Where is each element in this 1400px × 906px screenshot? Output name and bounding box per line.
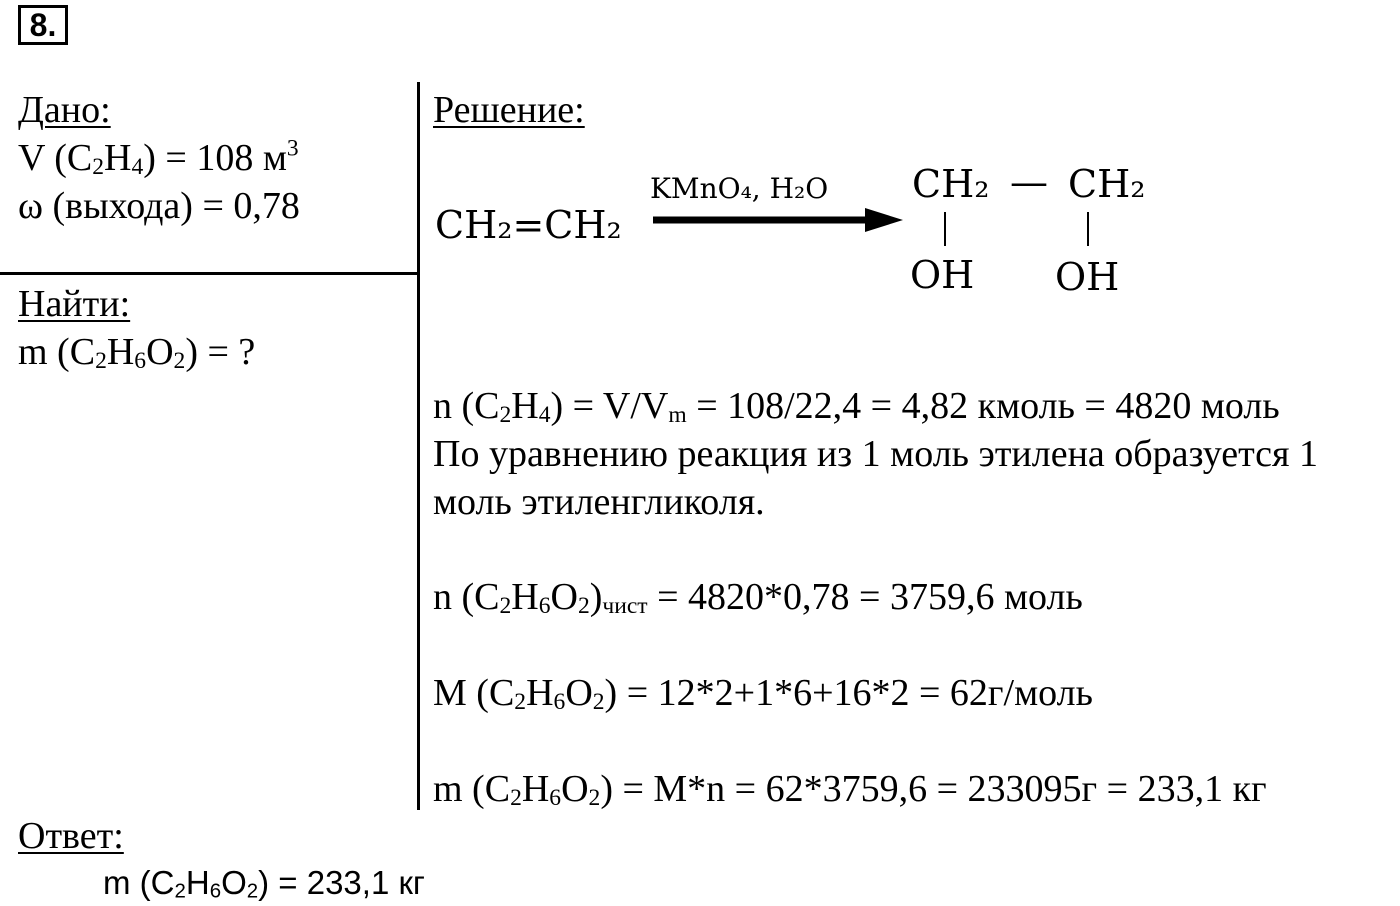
answer-value: m $(C_2H_6O_2) = 233,1$ кг [103,864,425,903]
product-ch2-right: CH₂ [1068,162,1146,206]
product-bond: — [1010,160,1048,204]
product-oh-left: OH [910,253,975,297]
find-mass: m $(C_2H_6O_2)$ = ? [18,331,256,375]
reaction-arrow [653,208,903,232]
solution-step-mass: m $(C_2H_6O_2) = M*n = 62*3759,6 = 233095г = 233,1$ кг [433,768,1267,812]
given-yield: ω (выхода) = 0,78 [18,185,300,227]
given-volume: V $(C_2H_4) = 108$ $м^3$ [18,135,299,181]
solution-step-ratio-line1: По уравнению реакция из 1 моль этилена образуется 1 [433,433,1318,475]
answer-label: Ответ: [18,815,124,857]
given-label: Дано: [18,89,111,131]
find-label: Найти: [18,283,131,325]
horizontal-divider [0,272,419,275]
product-ch2-left: CH₂ [912,162,990,206]
solution-step-ratio-line2: моль этиленгликоля. [433,481,765,523]
product-oh-right: OH [1055,255,1120,299]
reaction-conditions: KMnO₄, H₂O [650,172,829,205]
problem-number: 8. [18,5,68,45]
solution-step-molar-mass: M $(C_2H_6O_2) = 12*2+1*6+16*2$ = 62г/моль [433,672,1093,716]
solution-step-moles-ethylene: n $(C_2H_4) = V/V_m = 108/22,4 = 4,82$ кмоль = 4820 моль [433,385,1280,429]
solution-label: Решение: [433,89,585,131]
vertical-divider [417,82,420,810]
reactant-ethylene: CH₂=CH₂ [435,203,622,247]
reaction-equation [425,150,1185,310]
solution-step-pure-moles: n $(C_2H_6O_2)_{чист} = 4820*0,78 = 3759,6$ моль [433,576,1083,620]
